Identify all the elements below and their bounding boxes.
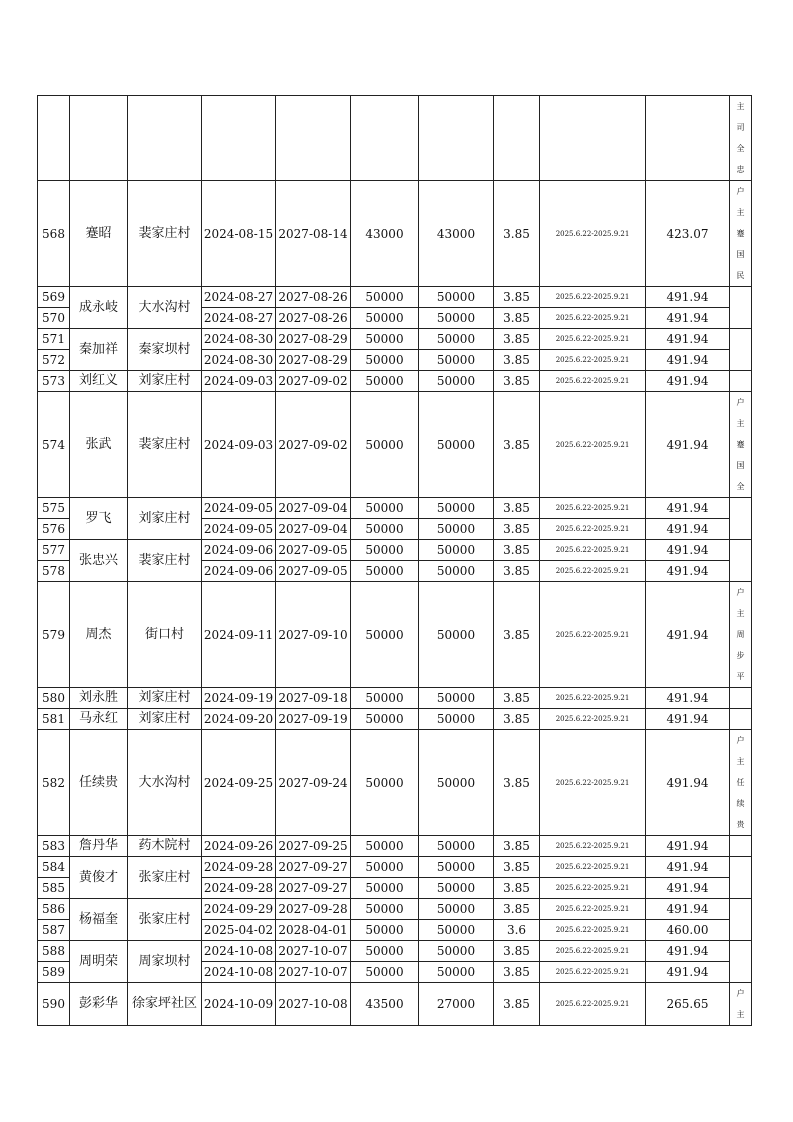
balance-amount: 27000: [419, 983, 494, 1026]
village: 药木院村: [128, 836, 202, 857]
loan-amount: 43500: [351, 983, 419, 1026]
interest-amount: 491.94: [646, 498, 730, 519]
start-date: 2024-09-05: [202, 519, 276, 540]
remark-text: 户主周步平: [736, 588, 745, 681]
interest-rate: 3.85: [494, 392, 540, 498]
start-date: 2024-09-11: [202, 582, 276, 688]
end-date: 2027-10-08: [276, 983, 351, 1026]
interest-period: 2025.6.22-2025.9.21: [540, 730, 646, 836]
balance-amount: 50000: [419, 878, 494, 899]
interest-rate: 3.85: [494, 857, 540, 878]
interest-period: 2025.6.22-2025.9.21: [540, 688, 646, 709]
start-date: 2024-08-27: [202, 308, 276, 329]
interest-period: 2025.6.22-2025.9.21: [540, 920, 646, 941]
balance-amount: 50000: [419, 582, 494, 688]
interest-period: [540, 96, 646, 181]
borrower-name: 彭彩华: [70, 983, 128, 1026]
borrower-name: 秦加祥: [70, 329, 128, 371]
remark: [730, 540, 752, 582]
interest-amount: 491.94: [646, 730, 730, 836]
balance-amount: 50000: [419, 962, 494, 983]
borrower-name: 罗飞: [70, 498, 128, 540]
loan-amount: 50000: [351, 688, 419, 709]
borrower-name: 詹丹华: [70, 836, 128, 857]
interest-amount: [646, 96, 730, 181]
village: 刘家庄村: [128, 498, 202, 540]
balance-amount: 50000: [419, 899, 494, 920]
start-date: 2024-08-30: [202, 350, 276, 371]
interest-amount: 491.94: [646, 350, 730, 371]
row-number: 573: [38, 371, 70, 392]
end-date: 2027-09-27: [276, 857, 351, 878]
interest-amount: 491.94: [646, 962, 730, 983]
row-number: 579: [38, 582, 70, 688]
balance-amount: 50000: [419, 857, 494, 878]
interest-rate: [494, 96, 540, 181]
start-date: 2024-09-03: [202, 371, 276, 392]
village: 裴家庄村: [128, 392, 202, 498]
village: [128, 96, 202, 181]
borrower-name: 成永岐: [70, 287, 128, 329]
village: 裴家庄村: [128, 540, 202, 582]
interest-amount: 491.94: [646, 688, 730, 709]
loan-amount: 50000: [351, 329, 419, 350]
interest-amount: 491.94: [646, 392, 730, 498]
interest-period: 2025.6.22-2025.9.21: [540, 498, 646, 519]
row-number: 580: [38, 688, 70, 709]
village: 张家庄村: [128, 857, 202, 899]
interest-rate: 3.85: [494, 329, 540, 350]
table-row: [38, 287, 752, 308]
loan-amount: 50000: [351, 730, 419, 836]
interest-amount: 423.07: [646, 181, 730, 287]
borrower-name: 周杰: [70, 582, 128, 688]
interest-period: 2025.6.22-2025.9.21: [540, 371, 646, 392]
village: 秦家坝村: [128, 329, 202, 371]
interest-rate: 3.85: [494, 878, 540, 899]
remark: [730, 498, 752, 540]
end-date: 2027-09-05: [276, 561, 351, 582]
loan-amount: 50000: [351, 287, 419, 308]
loan-amount: 50000: [351, 519, 419, 540]
table-row: [38, 392, 752, 498]
row-number: 572: [38, 350, 70, 371]
remark-text: 户主: [736, 989, 745, 1019]
loan-amount: 50000: [351, 561, 419, 582]
interest-period: 2025.6.22-2025.9.21: [540, 287, 646, 308]
row-number: 578: [38, 561, 70, 582]
end-date: 2027-08-26: [276, 287, 351, 308]
loan-amount: 50000: [351, 392, 419, 498]
interest-rate: 3.6: [494, 920, 540, 941]
borrower-name: [70, 96, 128, 181]
remark-text: 主司全忠: [736, 102, 745, 174]
row-number: [38, 96, 70, 181]
interest-period: 2025.6.22-2025.9.21: [540, 709, 646, 730]
start-date: 2024-09-28: [202, 878, 276, 899]
interest-rate: 3.85: [494, 561, 540, 582]
start-date: 2024-08-27: [202, 287, 276, 308]
interest-period: 2025.6.22-2025.9.21: [540, 561, 646, 582]
start-date: 2024-09-05: [202, 498, 276, 519]
row-number: 581: [38, 709, 70, 730]
interest-amount: 491.94: [646, 561, 730, 582]
end-date: 2027-09-04: [276, 498, 351, 519]
start-date: 2024-09-19: [202, 688, 276, 709]
remark: [730, 392, 752, 498]
row-number: 575: [38, 498, 70, 519]
borrower-name: 周明荣: [70, 941, 128, 983]
row-number: 571: [38, 329, 70, 350]
balance-amount: 50000: [419, 371, 494, 392]
interest-rate: 3.85: [494, 498, 540, 519]
interest-rate: 3.85: [494, 540, 540, 561]
interest-period: 2025.6.22-2025.9.21: [540, 350, 646, 371]
interest-period: 2025.6.22-2025.9.21: [540, 899, 646, 920]
row-number: 590: [38, 983, 70, 1026]
remark: [730, 941, 752, 983]
row-number: 587: [38, 920, 70, 941]
end-date: 2027-09-02: [276, 392, 351, 498]
interest-rate: 3.85: [494, 941, 540, 962]
row-number: 574: [38, 392, 70, 498]
borrower-name: 黄俊才: [70, 857, 128, 899]
end-date: 2027-10-07: [276, 962, 351, 983]
balance-amount: 50000: [419, 709, 494, 730]
interest-amount: 491.94: [646, 899, 730, 920]
row-number: 586: [38, 899, 70, 920]
interest-rate: 3.85: [494, 181, 540, 287]
remark: [730, 899, 752, 941]
interest-amount: 491.94: [646, 371, 730, 392]
interest-period: 2025.6.22-2025.9.21: [540, 181, 646, 287]
table-row: [38, 96, 752, 181]
end-date: 2027-09-28: [276, 899, 351, 920]
row-number: 569: [38, 287, 70, 308]
loan-amount: 50000: [351, 540, 419, 561]
village: 刘家庄村: [128, 709, 202, 730]
interest-amount: 491.94: [646, 878, 730, 899]
end-date: 2027-08-26: [276, 308, 351, 329]
start-date: 2024-09-06: [202, 540, 276, 561]
table-row: [38, 941, 752, 962]
interest-period: 2025.6.22-2025.9.21: [540, 540, 646, 561]
village: 大水沟村: [128, 730, 202, 836]
row-number: 585: [38, 878, 70, 899]
table-row: [38, 688, 752, 709]
interest-amount: 491.94: [646, 540, 730, 561]
loan-amount: 43000: [351, 181, 419, 287]
start-date: 2025-04-02: [202, 920, 276, 941]
end-date: 2027-09-25: [276, 836, 351, 857]
balance-amount: 50000: [419, 836, 494, 857]
remark: [730, 836, 752, 857]
start-date: 2024-10-08: [202, 941, 276, 962]
interest-rate: 3.85: [494, 709, 540, 730]
remark-text: 户主任续贵: [736, 736, 745, 829]
interest-rate: 3.85: [494, 836, 540, 857]
loan-amount: 50000: [351, 920, 419, 941]
interest-rate: 3.85: [494, 350, 540, 371]
borrower-name: 马永红: [70, 709, 128, 730]
table-row: [38, 371, 752, 392]
interest-amount: 491.94: [646, 857, 730, 878]
balance-amount: 50000: [419, 519, 494, 540]
balance-amount: 50000: [419, 540, 494, 561]
row-number: 582: [38, 730, 70, 836]
end-date: 2027-08-29: [276, 350, 351, 371]
interest-period: 2025.6.22-2025.9.21: [540, 392, 646, 498]
remark: [730, 857, 752, 899]
loan-amount: 50000: [351, 878, 419, 899]
balance-amount: 50000: [419, 308, 494, 329]
interest-amount: 491.94: [646, 709, 730, 730]
interest-amount: 491.94: [646, 582, 730, 688]
start-date: 2024-09-29: [202, 899, 276, 920]
borrower-name: 刘红义: [70, 371, 128, 392]
balance-amount: 50000: [419, 730, 494, 836]
start-date: 2024-09-20: [202, 709, 276, 730]
interest-period: 2025.6.22-2025.9.21: [540, 582, 646, 688]
end-date: 2027-09-02: [276, 371, 351, 392]
loan-amount: 50000: [351, 308, 419, 329]
balance-amount: 43000: [419, 181, 494, 287]
start-date: 2024-08-15: [202, 181, 276, 287]
start-date: 2024-10-08: [202, 962, 276, 983]
remark: [730, 181, 752, 287]
loan-amount: 50000: [351, 962, 419, 983]
start-date: 2024-09-28: [202, 857, 276, 878]
interest-period: 2025.6.22-2025.9.21: [540, 329, 646, 350]
table-row: [38, 899, 752, 920]
remark: [730, 582, 752, 688]
row-number: 577: [38, 540, 70, 561]
loan-amount: 50000: [351, 350, 419, 371]
remark: [730, 96, 752, 181]
end-date: 2027-09-18: [276, 688, 351, 709]
table-row: [38, 540, 752, 561]
interest-amount: 491.94: [646, 287, 730, 308]
loan-amount: [351, 96, 419, 181]
row-number: 588: [38, 941, 70, 962]
interest-rate: 3.85: [494, 287, 540, 308]
village: 徐家坪社区: [128, 983, 202, 1026]
balance-amount: 50000: [419, 920, 494, 941]
table-row: [38, 498, 752, 519]
loan-amount: 50000: [351, 498, 419, 519]
interest-amount: 460.00: [646, 920, 730, 941]
borrower-name: 杨福奎: [70, 899, 128, 941]
remark: [730, 709, 752, 730]
end-date: 2027-09-19: [276, 709, 351, 730]
start-date: [202, 96, 276, 181]
interest-period: 2025.6.22-2025.9.21: [540, 836, 646, 857]
table-row: [38, 836, 752, 857]
end-date: 2027-09-05: [276, 540, 351, 561]
borrower-name: 蹇昭: [70, 181, 128, 287]
village: 周家坝村: [128, 941, 202, 983]
village: 街口村: [128, 582, 202, 688]
start-date: 2024-08-30: [202, 329, 276, 350]
table-row: [38, 857, 752, 878]
interest-rate: 3.85: [494, 983, 540, 1026]
borrower-name: 张武: [70, 392, 128, 498]
balance-amount: 50000: [419, 688, 494, 709]
interest-period: 2025.6.22-2025.9.21: [540, 962, 646, 983]
interest-rate: 3.85: [494, 962, 540, 983]
row-number: 576: [38, 519, 70, 540]
remark-text: 户主蹇国民: [736, 187, 745, 280]
loan-amount: 50000: [351, 899, 419, 920]
village: 裴家庄村: [128, 181, 202, 287]
remark: [730, 983, 752, 1026]
end-date: 2027-10-07: [276, 941, 351, 962]
borrower-name: 张忠兴: [70, 540, 128, 582]
start-date: 2024-10-09: [202, 983, 276, 1026]
balance-amount: 50000: [419, 941, 494, 962]
interest-rate: 3.85: [494, 899, 540, 920]
village: 刘家庄村: [128, 371, 202, 392]
interest-amount: 491.94: [646, 836, 730, 857]
interest-rate: 3.85: [494, 688, 540, 709]
row-number: 583: [38, 836, 70, 857]
interest-period: 2025.6.22-2025.9.21: [540, 519, 646, 540]
end-date: 2028-04-01: [276, 920, 351, 941]
interest-amount: 491.94: [646, 941, 730, 962]
balance-amount: 50000: [419, 498, 494, 519]
borrower-name: 任续贵: [70, 730, 128, 836]
interest-rate: 3.85: [494, 582, 540, 688]
table-row: [38, 582, 752, 688]
start-date: 2024-09-03: [202, 392, 276, 498]
end-date: 2027-08-14: [276, 181, 351, 287]
table-row: [38, 730, 752, 836]
interest-amount: 491.94: [646, 519, 730, 540]
end-date: 2027-09-10: [276, 582, 351, 688]
interest-amount: 491.94: [646, 308, 730, 329]
balance-amount: 50000: [419, 561, 494, 582]
end-date: 2027-09-27: [276, 878, 351, 899]
interest-period: 2025.6.22-2025.9.21: [540, 857, 646, 878]
end-date: [276, 96, 351, 181]
balance-amount: [419, 96, 494, 181]
table-row: [38, 709, 752, 730]
remark: [730, 730, 752, 836]
table-row: [38, 181, 752, 287]
balance-amount: 50000: [419, 392, 494, 498]
start-date: 2024-09-25: [202, 730, 276, 836]
village: 刘家庄村: [128, 688, 202, 709]
interest-rate: 3.85: [494, 519, 540, 540]
remark: [730, 329, 752, 371]
interest-rate: 3.85: [494, 308, 540, 329]
remark: [730, 688, 752, 709]
village: 张家庄村: [128, 899, 202, 941]
interest-amount: 491.94: [646, 329, 730, 350]
loan-amount: 50000: [351, 582, 419, 688]
interest-period: 2025.6.22-2025.9.21: [540, 983, 646, 1026]
loan-amount: 50000: [351, 371, 419, 392]
row-number: 589: [38, 962, 70, 983]
row-number: 570: [38, 308, 70, 329]
start-date: 2024-09-06: [202, 561, 276, 582]
interest-period: 2025.6.22-2025.9.21: [540, 941, 646, 962]
village: 大水沟村: [128, 287, 202, 329]
start-date: 2024-09-26: [202, 836, 276, 857]
interest-amount: 265.65: [646, 983, 730, 1026]
end-date: 2027-08-29: [276, 329, 351, 350]
loan-amount: 50000: [351, 941, 419, 962]
end-date: 2027-09-24: [276, 730, 351, 836]
table-row: [38, 983, 752, 1026]
borrower-name: 刘永胜: [70, 688, 128, 709]
table-row: [38, 329, 752, 350]
row-number: 584: [38, 857, 70, 878]
interest-rate: 3.85: [494, 730, 540, 836]
remark: [730, 287, 752, 329]
balance-amount: 50000: [419, 329, 494, 350]
loan-amount: 50000: [351, 857, 419, 878]
balance-amount: 50000: [419, 350, 494, 371]
balance-amount: 50000: [419, 287, 494, 308]
loan-interest-table: [37, 95, 752, 1026]
remark: [730, 371, 752, 392]
loan-amount: 50000: [351, 836, 419, 857]
row-number: 568: [38, 181, 70, 287]
interest-rate: 3.85: [494, 371, 540, 392]
interest-period: 2025.6.22-2025.9.21: [540, 308, 646, 329]
remark-text: 户主蹇国全: [736, 398, 745, 491]
end-date: 2027-09-04: [276, 519, 351, 540]
loan-amount: 50000: [351, 709, 419, 730]
interest-period: 2025.6.22-2025.9.21: [540, 878, 646, 899]
